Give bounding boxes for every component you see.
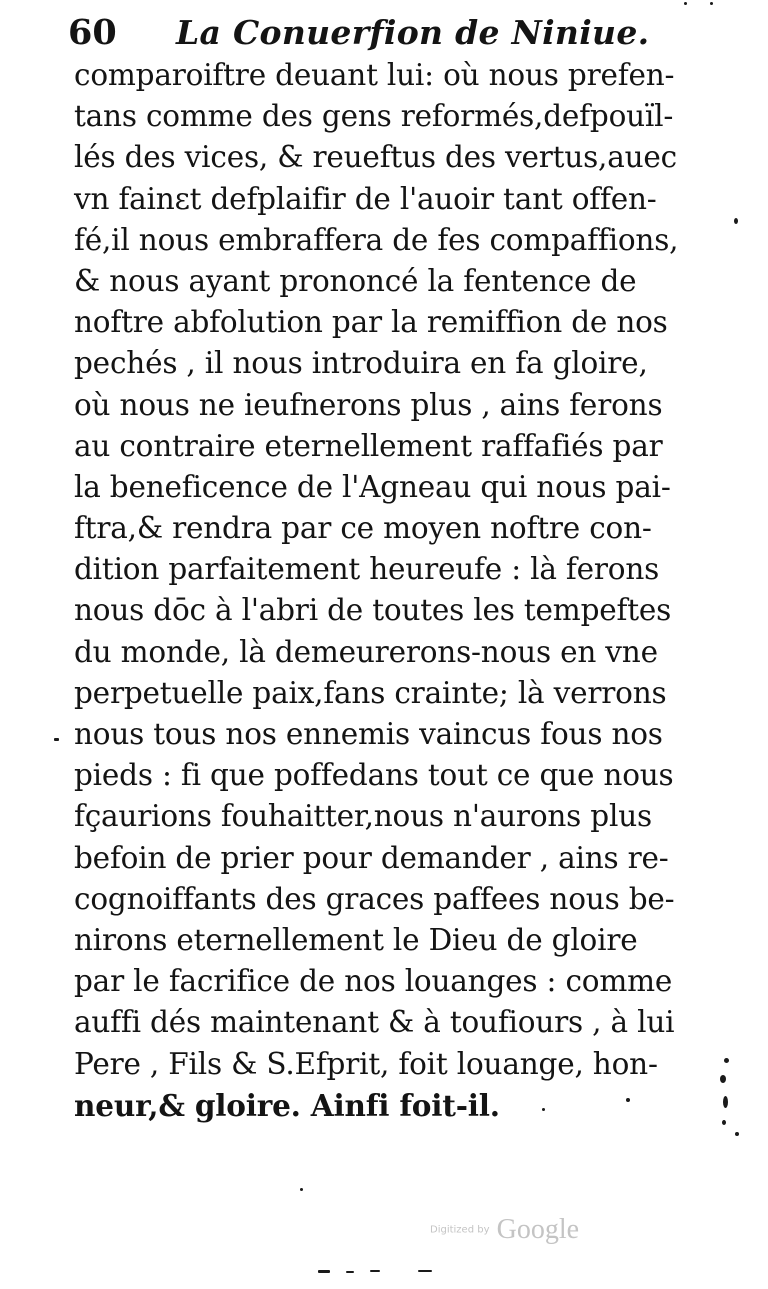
ink-speck [626, 1098, 630, 1102]
text-line: nous tous nos ennemis vaincus fous nos [74, 717, 663, 751]
ink-speck [724, 1058, 729, 1063]
body-text [74, 55, 704, 1126]
text-line: pieds : fi que poffedans tout ce que nous [74, 758, 674, 793]
ink-speck [722, 1120, 726, 1125]
digitized-by-label: Digitized by [430, 1224, 490, 1236]
ink-speck [54, 738, 59, 741]
ink-speck [300, 1188, 303, 1191]
ink-speck [734, 218, 738, 224]
text-line: tans comme des gens reformés,defpouïl- [74, 99, 674, 134]
page-number: 60 [68, 12, 117, 53]
text-line: fé,il nous embraffera de fes compaffions, [74, 222, 679, 257]
text-line: noftre abfolution par la remiffion de nos [74, 305, 668, 340]
ink-speck [346, 1271, 354, 1273]
text-line: du monde, là demeurerons-nous en vne [74, 634, 658, 669]
ink-speck [735, 1132, 739, 1136]
text-line: ftra,& rendra par ce moyen noftre con- [74, 511, 652, 546]
text-line-closing: neur,& gloire. Ainfi foit-il. [74, 1087, 500, 1123]
ink-speck [542, 1108, 545, 1111]
text-line: Pere , Fils & S.Efprit, foit louange, hon- [74, 1046, 658, 1081]
text-line: pechés , il nous introduira en fa gloire, [74, 346, 648, 381]
text-line: lés des vices, & reueftus des vertus,auec [74, 140, 678, 175]
text-line: vn fainɛt defplaifir de l'auoir tant offen- [74, 181, 657, 216]
ink-speck [318, 1270, 330, 1273]
ink-speck [370, 1270, 380, 1272]
text-line: perpetuelle paix,fans crainte; là verrons [74, 675, 667, 710]
text-line: dition parfaitement heureufe : là ferons [74, 552, 660, 587]
text-line: nous dōc à l'abri de toutes les tempeftes [74, 593, 672, 628]
text-line: & nous ayant prononcé la fentence de [74, 263, 637, 298]
text-line: où nous ne ieufnerons plus , ains ferons [74, 387, 663, 422]
google-logo-text: Google [496, 1214, 580, 1245]
ink-speck [684, 2, 687, 5]
ink-speck [723, 1096, 728, 1108]
text-line: la beneficence de l'Agneau qui nous pai- [74, 469, 671, 504]
text-line: nirons eternellement le Dieu de gloire [74, 922, 638, 957]
text-line: cognoiffants des graces paffees nous be- [74, 881, 675, 916]
text-line: befoin de prier pour demander , ains re- [74, 840, 669, 875]
text-line: auffi dés maintenant & à toufiours , à lui [74, 1005, 675, 1040]
ink-speck [418, 1270, 432, 1272]
ink-speck [720, 1075, 726, 1083]
page-header [68, 10, 708, 56]
text-line: au contraire eternellement raffafiés par [74, 428, 663, 463]
running-title: La Conuerfion de Niniue. [176, 13, 650, 52]
text-line: par le facrifice de nos louanges : comme [74, 964, 673, 999]
text-line: comparoiftre deuant lui: où nous prefen- [74, 58, 675, 92]
google-watermark [430, 1214, 579, 1246]
text-line: fçaurions fouhaitter,nous n'aurons plus [74, 799, 652, 834]
ink-speck [710, 2, 713, 5]
